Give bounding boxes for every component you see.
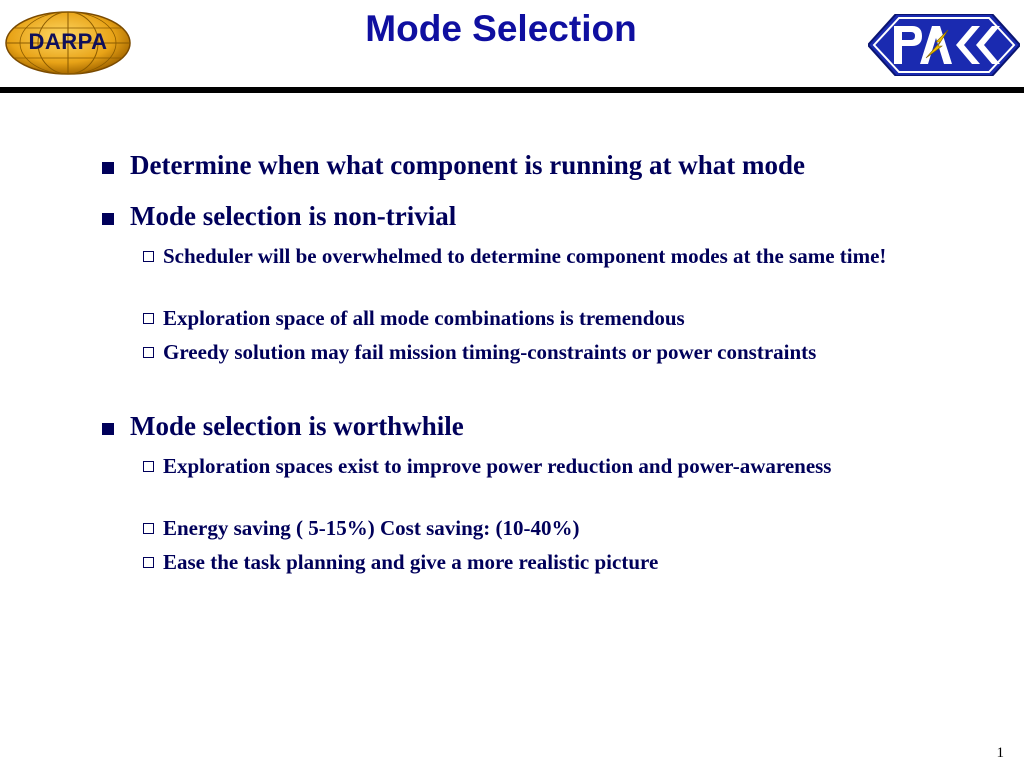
sub-bullet-item: Energy saving ( 5-15%) Cost saving: (10-40%) (163, 516, 580, 540)
square-bullet-icon (102, 213, 114, 225)
page-number: 1 (996, 745, 1004, 761)
bullet-item: Determine when what component is running at what mode (130, 150, 805, 180)
hollow-square-bullet-icon (143, 251, 154, 262)
sub-bullet-item: Scheduler will be overwhelmed to determine component modes at the same time! (163, 244, 887, 268)
page-title: Mode Selection (365, 8, 637, 49)
hollow-square-bullet-icon (143, 461, 154, 472)
sub-bullet-item: Ease the task planning and give a more realistic picture (163, 550, 659, 574)
bullet-item: Mode selection is non-trivial (130, 201, 457, 231)
header-rule (0, 87, 1024, 93)
square-bullet-icon (102, 423, 114, 435)
hollow-square-bullet-icon (143, 313, 154, 324)
square-bullet-icon (102, 162, 114, 174)
pacc-logo (868, 14, 1020, 76)
sub-bullet-item: Exploration spaces exist to improve power reduction and power-awareness (163, 454, 832, 478)
darpa-logo-text: DARPA (28, 29, 108, 54)
bullet-item: Mode selection is worthwhile (130, 411, 464, 441)
hollow-square-bullet-icon (143, 557, 154, 568)
sub-bullet-item: Exploration space of all mode combinations is tremendous (163, 306, 685, 330)
sub-bullet-item: Greedy solution may fail mission timing-constraints or power constraints (163, 340, 817, 364)
hollow-square-bullet-icon (143, 347, 154, 358)
slide-header (0, 0, 1024, 96)
hollow-square-bullet-icon (143, 523, 154, 534)
